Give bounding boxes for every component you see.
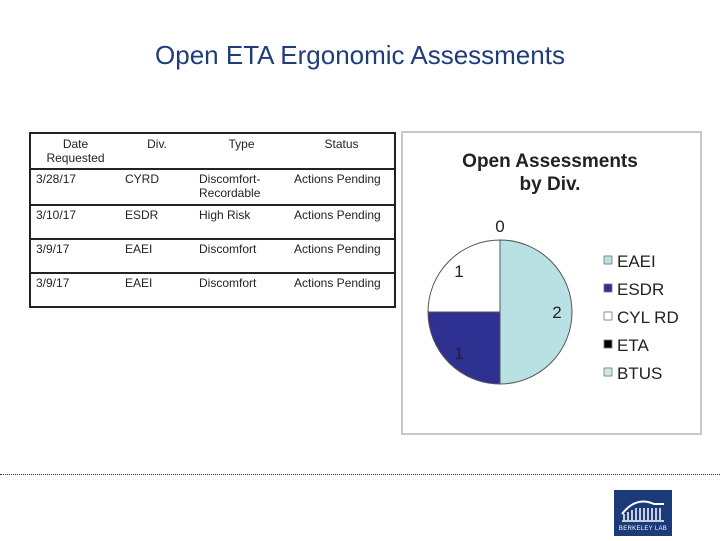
legend-swatch <box>604 284 612 292</box>
legend-swatch <box>604 368 612 376</box>
pie-data-label: 2 <box>552 303 562 322</box>
table-row <box>30 239 395 273</box>
cell-type: High Risk <box>194 205 289 239</box>
logo-text: BERKELEY LAB <box>618 526 668 532</box>
table-row <box>30 273 395 307</box>
cell-date: 3/10/17 <box>30 205 120 239</box>
chart-title-line-1: Open Assessments <box>462 151 638 172</box>
legend-label: ETA <box>617 336 649 355</box>
legend-swatch <box>604 256 612 264</box>
cell-type: Discomfort-Recordable <box>194 169 289 205</box>
legend-label: ESDR <box>617 280 665 299</box>
pie-data-label: 1 <box>454 261 464 281</box>
cell-type: Discomfort <box>194 239 289 273</box>
column-header-status: Status <box>289 133 395 169</box>
cell-status: Actions Pending <box>289 273 395 307</box>
cell-status: Actions Pending <box>289 205 395 239</box>
pie-data-label: 1 <box>454 344 464 364</box>
table-row <box>30 205 395 239</box>
chart-title-line-2: by Div. <box>519 174 581 195</box>
column-header-date: Date Requested <box>30 133 120 169</box>
legend-label: CYL RD <box>617 308 679 327</box>
cell-status: Actions Pending <box>289 239 395 273</box>
cell-div: EAEI <box>120 273 194 307</box>
column-header-div: Div. <box>120 133 194 169</box>
legend-label: BTUS <box>617 364 663 383</box>
pie-slice-esdr <box>428 312 500 384</box>
page-title: Open ETA Ergonomic Assessments <box>155 40 565 70</box>
pie-data-label: 0 <box>495 217 505 236</box>
cell-type: Discomfort <box>194 273 289 307</box>
pie-slice-cyl-rd <box>428 240 500 312</box>
pie-chart-panel <box>401 131 702 435</box>
pie-chart <box>403 133 700 433</box>
cell-div: CYRD <box>120 169 194 205</box>
cell-status: Actions Pending <box>289 169 395 205</box>
legend-swatch <box>604 340 612 348</box>
table-header-row <box>30 133 395 169</box>
table-row <box>30 169 395 205</box>
legend-swatch <box>604 312 612 320</box>
cell-date: 3/28/17 <box>30 169 120 205</box>
berkeley-lab-logo <box>614 490 672 536</box>
legend-label: EAEI <box>617 252 656 271</box>
cell-date: 3/9/17 <box>30 239 120 273</box>
assessments-table <box>29 132 396 308</box>
cell-div: EAEI <box>120 239 194 273</box>
cell-div: ESDR <box>120 205 194 239</box>
footer-divider <box>0 474 720 475</box>
column-header-type: Type <box>194 133 289 169</box>
cell-date: 3/9/17 <box>30 273 120 307</box>
